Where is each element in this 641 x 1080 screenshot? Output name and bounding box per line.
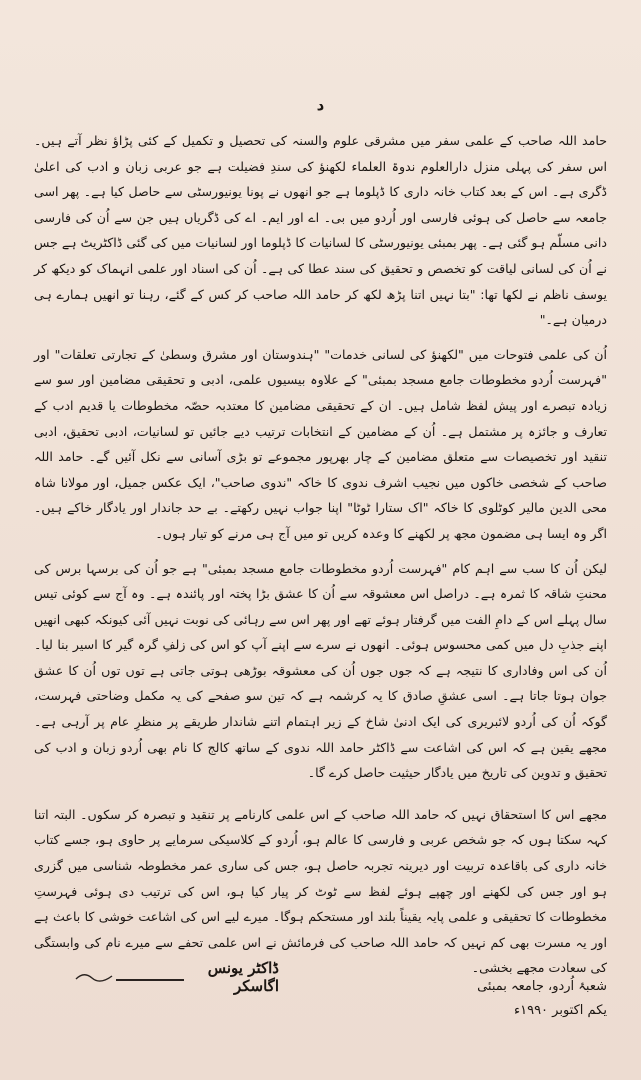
signature-line [116, 979, 184, 981]
signature-name: ڈاکٹر یونس اگاسکر [207, 959, 279, 995]
paragraph-1: حامد اللہ صاحب کے علمی سفر میں مشرقی علوم والسنہ کی تحصیل و تکمیل کے کئی پڑاؤ نظر آتے ہیں۔ اس سفر کی پہلی منزل دارالعلوم ندوۃ العلماء لکھنؤ کی سندِ فضیلت ہے جو عربی زبان و ادب کی اعلیٰ ڈگری ہے۔ اس کے بعد کتاب خانہ داری کا ڈپلوما ہے جو انھوں نے پونا یونیورسٹی سے حاصل کیا ہے۔ پھر اسی جامعہ سے حاصل کی ہوئی فارسی اور اُردو میں بی۔ اے اور ایم۔ اے کی ڈگریاں ہیں جن سے اُن کی فارسی دانی مسلّم ہو گئی ہے۔ پھر بمبئی یونیورسٹی کا لسانیات کا ڈپلوما اور لسانیات میں کی گئی ڈاکٹریٹ ہے جس نے اُن کی لسانی لیاقت کو تخصص و تحقیق کی سند عطا کی ہے۔ اُن کی اسناد اور علمی انہماک کو دیکھ کر یوسف ناظم نے لکھا تھا: "بتا نہیں اتنا پڑھ لکھ کر حامد اللہ صاحب کر کس کے گئے، رہنا تو انھیں ہمارے ہی درمیان ہے۔" [34, 133, 607, 328]
department-block [407, 975, 607, 1023]
paragraph-4: مجھے اس کا استحقاق نہیں کہ حامد اللہ صاحب کے اس علمی کارنامے پر تنقید و تبصرہ کر سکوں۔ البتہ اتنا کہہ سکتا ہوں کہ جو شخص عربی و فارسی کا عالم ہو، اُردو کے کلاسیکی سرمایے پر حاوی ہو، جسے کتاب خانہ داری کی باقاعدہ تربیت اور دیرینہ تجربہ حاصل ہو، جس کی ساری عمر مخطوطہ شناسی میں گزری ہو اور جس کی لکھنے اور چھپے ہوئے لفظ سے ٹوٹ کر پیار کیا ہو، اس کی ترتیب دی ہوئی فہرستِ مخطوطات کا تحقیقی و علمی پایہ یقیناً بلند اور مستحکم ہوگا۔ میرے لیے اس کی اشاعت خوشی کا باعث ہے اور یہ مسرت بھی کم نہیں کہ حامد اللہ صاحب کی فرمائش نے اس علمی تحفے سے میرے نام کی وابستگی کی سعادت مجھے بخشی۔ [34, 806, 607, 976]
signature-flourish [74, 969, 114, 983]
page-number: د [316, 96, 325, 114]
body-text [34, 128, 607, 981]
date-line: یکم اکتوبر ۱۹۹۰ء [513, 1003, 607, 1018]
paragraph-3: لیکن اُن کا سب سے اہم کام "فہرست اُردو مخطوطات جامع مسجد بمبئی" ہے جو اُن کی برسہا برس کی محنتِ شاقہ کا ثمرہ ہے۔ دراصل اس معشوقہ سے اُن کا عشق بڑا پختہ اور پائندہ ہے۔ وہ آج سے کوئی تیس سال پہلے اس کے دامِ الفت میں گرفتار ہوئے تھے اور پھر اس سے رہائی کی نوبت نہیں آئی کیونکہ کبھی انھیں اپنے جذبِ دل میں کمی محسوس ہوئی۔ انھوں نے سرے سے اپنے آپ کو اس کی زلفِ گرہ گیر کا اسیر بنا لیا۔ اُن کی اس وفاداری کا نتیجہ ہے کہ جوں جوں اُن کی معشوقہ بوڑھی ہوتی جاتی ہے توں توں اُن کا عشق جوان ہوتا جاتا ہے۔ اسی عشقِ صادق کا یہ کرشمہ ہے کہ تین سو صفحے کی یہ مکمل وضاحتی فہرست، گوکہ اُن کی اُردو لائبریری کی ایک ادنیٰ شاخ کے زیر اہتمام اتنے شاندار طریقے پر منظرِ عام پر آرہی ہے۔ مجھے یقین ہے کہ اس کی اشاعت سے ڈاکٹر حامد اللہ ندوی کے ساتھ کالج کا نام بھی اُردو زبان و ادب کی تحقیق و تدوین کی تاریخ میں یادگار حیثیت حاصل کرے گا۔ [34, 560, 607, 781]
signature-block [34, 955, 279, 995]
department-name: شعبۂ اُردو، جامعہ بمبئی [477, 979, 607, 994]
paragraph-2: اُن کی علمی فتوحات میں "لکھنؤ کی لسانی خدمات" "ہندوستان اور مشرق وسطیٰ کے تجارتی تعلقات" اور "فہرست اُردو مخطوطات جامع مسجد بمبئی" کے علاوہ بیسیوں علمی، ادبی و تحقیقی مضامین اور سو سے زیادہ تبصرے اور پیش لفظ شامل ہیں۔ ان کے تحقیقی مضامین کا معتدبہ حصّہ مخطوطات یا قدیم ادب کے تعارف و جائزہ پر مشتمل ہے۔ اُن کے مضامین کے انتخابات ترتیب دیے جائیں تو لسانیات، ادبی تحقیق، ادبی تنقید اور تخصیصات سے متعلق مضامین کے چار بھرپور مجموعے تو بڑی آسانی سے نکل آئیں گے۔ حامد اللہ صاحب کے شخصی خاکوں میں نجیب اشرف ندوی کا خاکہ "ندوی صاحب"، ایک عکس جمیل، اور مولانا شاہ محی الدین مالیر کوٹلوی کا خاکہ "اک ستارا ٹوٹا" اپنا جواب نہیں رکھتے۔ بے حد جاندار اور یادگار خاکے ہیں۔ اگر وہ ایسا ہی مضمون مجھ پر لکھنے کا وعدہ کریں تو میں آج ہی مرنے کو تیار ہوں۔ [34, 346, 607, 541]
